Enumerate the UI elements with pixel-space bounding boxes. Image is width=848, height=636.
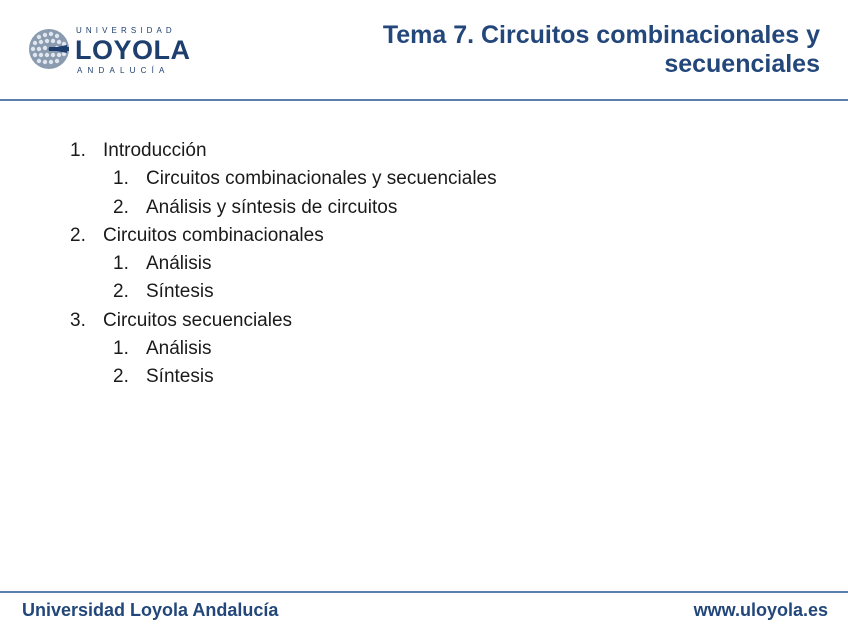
header-divider bbox=[0, 99, 848, 101]
logo-bottom-text: ANDALUCÍA bbox=[77, 66, 170, 75]
item-number: 2. bbox=[70, 224, 86, 246]
item-label: Análisis bbox=[146, 338, 212, 360]
item-label: Circuitos combinacionales y secuenciales bbox=[146, 168, 497, 190]
outline-subitem bbox=[70, 250, 497, 278]
item-number: 1. bbox=[70, 140, 86, 161]
footer-website: www.uloyola.es bbox=[693, 600, 828, 620]
item-label: Análisis y síntesis de circuitos bbox=[146, 196, 398, 218]
slide-title: Tema 7. Circuitos combinacionales y secuenciales bbox=[382, 21, 820, 78]
item-label: Análisis bbox=[146, 253, 212, 275]
footer-divider bbox=[0, 591, 848, 593]
outline-subitem bbox=[70, 194, 497, 222]
globe-icon bbox=[27, 27, 71, 71]
item-number: 1. bbox=[113, 168, 129, 190]
item-label: Síntesis bbox=[146, 366, 214, 388]
university-logo bbox=[27, 22, 197, 78]
outline-item bbox=[70, 222, 497, 250]
item-label: Circuitos secuenciales bbox=[103, 309, 293, 331]
outline-list bbox=[70, 137, 497, 392]
item-label: Introducción bbox=[103, 140, 207, 161]
item-label: Síntesis bbox=[146, 281, 214, 303]
item-number: 2. bbox=[113, 281, 129, 303]
item-number: 2. bbox=[113, 196, 129, 218]
outline-item bbox=[70, 137, 497, 165]
item-number: 1. bbox=[113, 253, 129, 275]
logo-main-text: LOYOLA bbox=[75, 35, 191, 65]
item-number: 3. bbox=[70, 309, 86, 331]
outline-subitem bbox=[70, 165, 497, 193]
outline-item bbox=[70, 307, 497, 335]
item-label: Circuitos combinacionales bbox=[103, 224, 324, 246]
outline-subitem bbox=[70, 278, 497, 306]
item-number: 1. bbox=[113, 338, 129, 360]
outline-subitem bbox=[70, 363, 497, 391]
item-number: 2. bbox=[113, 366, 129, 388]
outline-subitem bbox=[70, 335, 497, 363]
logo-top-text: UNIVERSIDAD bbox=[76, 26, 176, 35]
footer-university-name: Universidad Loyola Andalucía bbox=[22, 600, 279, 620]
